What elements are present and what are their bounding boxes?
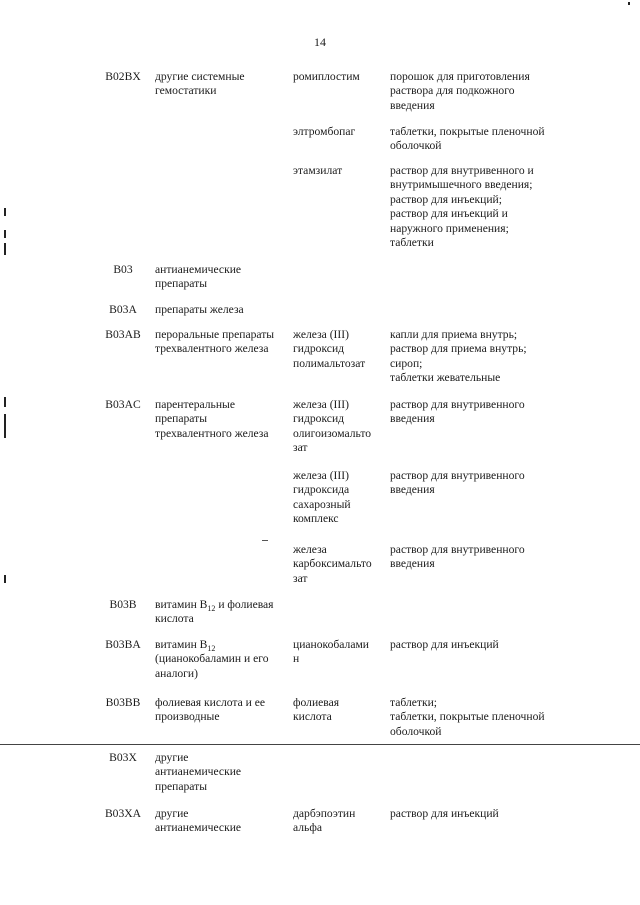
drug-name: железа (III) гидроксид полимальтозат [293,328,366,370]
scan-artifact-mark [4,575,6,583]
group-name-subscript: 12 [207,644,216,653]
drug-name: фолиевая кислота [293,696,340,724]
atc-code: B03X [109,751,137,764]
dosage-form: таблетки, покрытые пленочной оболочкой [390,125,545,153]
drug-name: дарбэпоэтин альфа [293,807,356,835]
group-name: другие антианемические препараты [155,751,242,793]
group-name: фолиевая кислота и ее производные [155,696,266,724]
scan-artifact-mark [4,208,6,216]
scan-artifact-mark [4,414,6,438]
drug-name: железа карбоксимальто зат [293,543,372,585]
group-name-suffix: и фолиевая кислота [155,598,274,626]
group-name: парентеральные препараты трехвалентного железа [155,398,269,440]
atc-code: B03 [113,263,133,276]
dosage-form: раствор для внутривенного и внутримышечного введения; раствор для инъекций; раствор для инъекций и наружного применения; таблетки [390,164,534,250]
group-name: препараты железа [155,303,244,316]
group-name [155,638,293,681]
group-name-prefix: витамин B [155,638,208,651]
drug-name: этамзилат [293,164,343,177]
drug-name: железа (III) гидроксида сахарозный комплекс [293,469,351,526]
group-name-subscript: 12 [207,604,216,613]
dosage-form: порошок для приготовления раствора для подкожного введения [390,70,530,112]
scan-artifact-line [0,744,640,745]
atc-code: B02BX [105,70,141,83]
scan-artifact-dash [262,540,268,541]
drug-name: железа (III) гидроксид олигоизомальто зат [293,398,372,455]
group-name-prefix: витамин B [155,598,208,611]
scan-artifact-mark [4,397,6,407]
group-name-suffix: (цианокобаламин и его аналоги) [155,652,269,680]
drug-name: элтромбопаг [293,125,356,138]
dosage-form: раствор для внутривенного введения [390,469,525,497]
atc-code: B03B [109,598,137,611]
drug-name: цианокобалами н [293,638,370,666]
atc-code: B03AB [105,328,141,341]
dosage-form: таблетки; таблетки, покрытые пленочной оболочкой [390,696,545,738]
group-name [155,598,293,627]
atc-code: B03AC [105,398,141,411]
atc-code: B03A [109,303,137,316]
dosage-form: раствор для внутривенного введения [390,398,525,426]
group-name: другие системные гемостатики [155,70,245,98]
drug-name: ромиплостим [293,70,360,83]
atc-code: B03BA [105,638,141,651]
atc-code: B03XA [104,807,142,820]
page-number: 14 [314,35,326,49]
group-name: другие антианемические [155,807,242,835]
dosage-form: раствор для внутривенного введения [390,543,525,571]
scan-artifact-mark [4,230,6,238]
scan-artifact-mark [628,2,630,5]
dosage-form: раствор для инъекций [390,638,499,651]
dosage-form: раствор для инъекций [390,807,499,820]
scan-artifact-mark [4,243,6,255]
atc-code: B03BB [105,696,141,709]
group-name: пероральные препараты трехвалентного железа [155,328,275,356]
dosage-form: капли для приема внутрь; раствор для приема внутрь; сироп; таблетки жевательные [390,328,527,385]
group-name: антианемические препараты [155,263,242,291]
